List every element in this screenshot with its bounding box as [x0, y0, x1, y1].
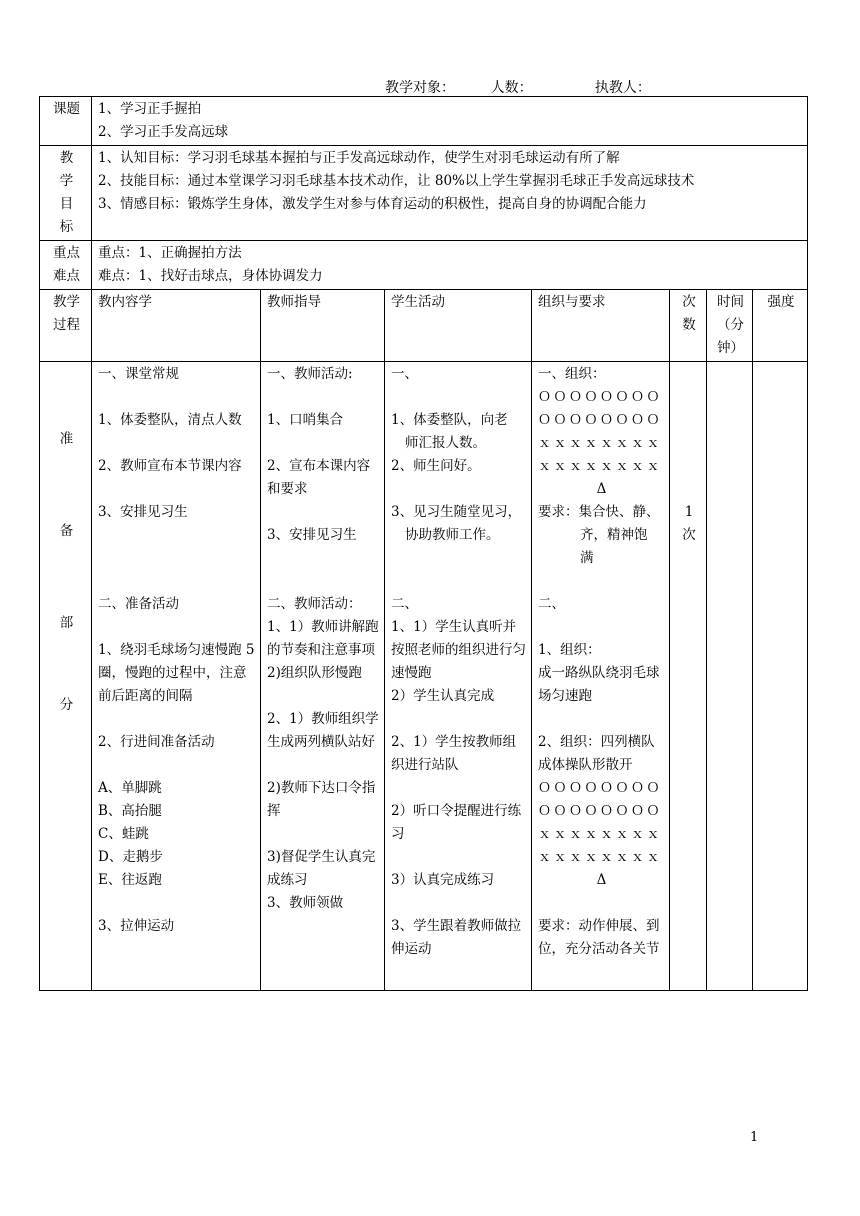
content-item: 一、课堂常规 — [98, 366, 179, 382]
teacher-item: 2)组织队形慢跑 — [267, 665, 362, 681]
label-char: 标 — [59, 219, 74, 235]
col-teacher: 教师指导 — [261, 290, 385, 362]
col-times — [670, 290, 707, 362]
student-item: 2、师生问好。 — [391, 458, 481, 474]
content-cell — [92, 362, 261, 991]
col-organize: 组织与要求 — [532, 290, 670, 362]
col-process — [40, 290, 92, 362]
content-item: 1、绕羽毛球场匀速慢跑 5 圈，慢跑的过程中，注意前后距离的间隔 — [98, 642, 255, 704]
label-char: 目 — [59, 196, 74, 212]
label-char: 部 — [59, 615, 74, 631]
student-item: 2、1）学生按教师组织进行站队 — [391, 734, 517, 773]
student-item: 师汇报人数。 — [405, 435, 486, 451]
col-student: 学生活动 — [385, 290, 532, 362]
times-cell — [670, 362, 707, 991]
organize-cell — [532, 362, 670, 991]
col-intensity: 强度 — [753, 290, 808, 362]
student-item: 3、学生跟着教师做拉伸运动 — [391, 918, 522, 957]
content-item: B、高抬腿 — [98, 803, 162, 819]
content-item: D、走鹅步 — [98, 849, 163, 865]
label-char: 分 — [59, 697, 74, 713]
content-item: 3、拉伸运动 — [98, 918, 175, 934]
header-line: 时间 — [717, 294, 744, 310]
key-point-line: 重点：1、正确握拍方法 — [98, 245, 242, 261]
label-char: 教 — [59, 150, 74, 166]
topic-content — [92, 97, 808, 146]
formation-row-x: ｘｘｘｘｘｘｘｘ — [538, 850, 663, 865]
formation-row-x: ｘｘｘｘｘｘｘｘ — [538, 436, 663, 451]
organize-item: 满 — [580, 550, 594, 566]
key-points-row — [40, 241, 808, 290]
header-line: 教学 — [53, 294, 80, 310]
objectives-label — [40, 146, 92, 241]
objective-line: 2、技能目标：通过本堂课学习羽毛球基本技术动作，让 80%以上学生掌握羽毛球正手发高远球技术 — [98, 173, 695, 189]
student-item: 3）认真完成练习 — [391, 872, 495, 888]
label-char: 学 — [59, 173, 74, 189]
teacher-label: 执教人： — [594, 80, 651, 96]
objectives-row — [40, 146, 808, 241]
student-cell — [385, 362, 532, 991]
organize-item: 一、组织： — [538, 366, 606, 382]
student-item: 2）听口令提醒进行练习 — [391, 803, 522, 842]
teacher-item: 一、教师活动: — [267, 366, 353, 382]
student-item: 协助教师工作。 — [405, 527, 500, 543]
times-unit: 次 — [682, 527, 696, 543]
teacher-item: 1、口哨集合 — [267, 412, 344, 428]
intensity-cell — [753, 362, 808, 991]
student-item: 1、体委整队，向老 — [391, 412, 508, 428]
duration-cell — [707, 362, 753, 991]
key-points-label — [40, 241, 92, 290]
content-item: 2、教师宣布本节课内容 — [98, 458, 242, 474]
label-line: 重点 — [53, 245, 80, 261]
label-line: 难点 — [53, 268, 80, 284]
lesson-plan-table — [39, 96, 808, 991]
student-item: 3、见习生随堂见习， — [391, 504, 522, 520]
formation-row-o: ＯＯＯＯＯＯＯＯ — [538, 804, 663, 819]
label-char: 备 — [59, 523, 74, 539]
teacher-cell — [261, 362, 385, 991]
label-char: 准 — [59, 431, 74, 447]
page-number: 1 — [750, 1130, 759, 1145]
key-points-content — [92, 241, 808, 290]
header-line: （分 — [717, 317, 744, 333]
times-value: 1 — [684, 504, 694, 520]
topic-line: 2、学习正手发高远球 — [98, 124, 229, 140]
content-item: 二、准备活动 — [98, 596, 179, 612]
organize-item: 成一路纵队绕羽毛球场匀速跑 — [538, 665, 660, 704]
preparation-row — [40, 362, 808, 991]
formation-row-o: ＯＯＯＯＯＯＯＯ — [538, 781, 663, 796]
count-label: 人数： — [490, 80, 533, 96]
topic-label: 课题 — [40, 97, 92, 146]
organize-item: 齐，精神饱 — [580, 527, 648, 543]
teacher-marker: Δ — [596, 872, 607, 888]
header-line: 过程 — [53, 317, 80, 333]
header-line: 钟） — [717, 340, 744, 356]
teacher-item: 3)督促学生认真完成练习 — [267, 849, 376, 888]
content-item: 2、行进间准备活动 — [98, 734, 215, 750]
objective-line: 1、认知目标：学习羽毛球基本握拍与正手发高远球动作，使学生对羽毛球运动有所了解 — [98, 150, 620, 166]
formation-row-o: ＯＯＯＯＯＯＯＯ — [538, 413, 663, 428]
col-duration — [707, 290, 753, 362]
formation-row-x: ｘｘｘｘｘｘｘｘ — [538, 459, 663, 474]
organize-item: 二、 — [538, 596, 565, 612]
student-item: 1、1）学生认真听并按照老师的组织进行匀速慢跑 — [391, 619, 526, 681]
objective-line: 3、情感目标：锻炼学生身体，激发学生对参与体育运动的积极性，提高自身的协调配合能力 — [98, 196, 647, 212]
content-item: 1、体委整队，清点人数 — [98, 412, 242, 428]
column-header-row — [40, 290, 808, 362]
student-item: 一、 — [391, 366, 418, 382]
teacher-item: 2、1）教师组织学生成两列横队站好 — [267, 711, 379, 750]
teacher-item: 3、安排见习生 — [267, 527, 357, 543]
objectives-content — [92, 146, 808, 241]
student-item: 二、 — [391, 596, 418, 612]
col-content: 教内容学 — [92, 290, 261, 362]
content-item: E、往返跑 — [98, 872, 162, 888]
header-line: 数 — [682, 317, 696, 333]
target-label: 教学对象： — [385, 80, 455, 96]
teacher-item: 2、宣布本课内容和要求 — [267, 458, 371, 497]
teacher-item: 3、教师领做 — [267, 895, 344, 911]
formation-row-x: ｘｘｘｘｘｘｘｘ — [538, 827, 663, 842]
section-label — [40, 362, 92, 991]
content-item: C、蛙跳 — [98, 826, 149, 842]
organize-item: 要求：动作伸展、到位，充分活动各关节 — [538, 918, 660, 957]
topic-line: 1、学习正手握拍 — [98, 101, 202, 117]
teacher-marker: Δ — [596, 481, 607, 497]
teacher-item: 二、教师活动： — [267, 596, 362, 612]
teacher-item: 2)教师下达口令指挥 — [267, 780, 376, 819]
organize-item: 要求：集合快、静、 — [538, 504, 660, 520]
key-point-line: 难点：1、找好击球点，身体协调发力 — [98, 268, 323, 284]
topic-row — [40, 97, 808, 146]
content-item: A、单脚跳 — [98, 780, 162, 796]
organize-item: 1、组织： — [538, 642, 601, 658]
content-item: 3、安排见习生 — [98, 504, 188, 520]
student-item: 2）学生认真完成 — [391, 688, 495, 704]
teacher-item: 1、1）教师讲解跑的节奏和注意事项 — [267, 619, 379, 658]
formation-row-o: ＯＯＯＯＯＯＯＯ — [538, 390, 663, 405]
document-header — [385, 77, 651, 97]
organize-item: 2、组织：四列横队成体操队形散开 — [538, 734, 655, 773]
header-line: 次 — [682, 294, 696, 310]
